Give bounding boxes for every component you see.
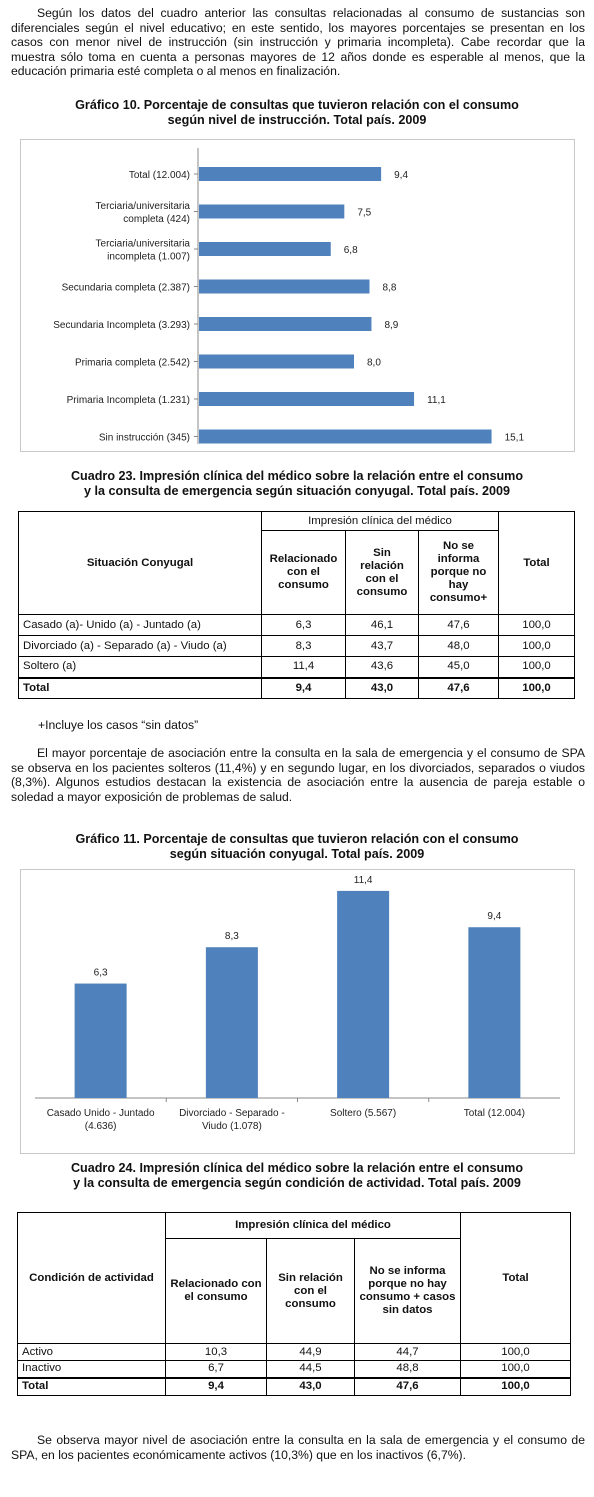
table-row (19, 636, 575, 657)
category-label (330, 1108, 396, 1119)
category-label-line: completa (424) (123, 214, 190, 225)
bar (199, 242, 331, 256)
table-23-footnote: +Incluye los casos “sin datos” (38, 718, 199, 732)
cell: 44,5 (267, 1361, 355, 1378)
table-24-caption (30, 1161, 564, 1191)
row-label: Total (19, 678, 262, 699)
cell: 46,1 (346, 615, 419, 636)
row-label: Total (18, 1378, 166, 1396)
intro-paragraph: Según los datos del cuadro anterior las consultas relacionadas al consumo de sustancias son diferenciales según el nivel educativo; en este sentido, los mayores porcentajes se presentan en los casos con menor nivel de instrucción (sin instrucción y primaria incompleta). Cabe recordar que la muestra sólo toma en cuenta a personas mayores de 12 años donde es esperable al menos, que la educación primaria esté completa o al menos en finalización. (11, 6, 585, 79)
table-24-caption-line2: y la consulta de emergencia según condición de actividad. Total país. 2009 (73, 1176, 521, 1190)
category-label (62, 283, 190, 294)
paragraph-conyugal: El mayor porcentaje de asociación entre la consulta en la sala de emergencia y el consumo de SPA se observa en los pacientes solteros (11,4%) y en segundo lugar, en los divorciados, separados o viudos (8,3%). Algunos estudios destacan la existencia de asociación entre la ausencia de pareja estable o soledad a mayor exposición de problemas de salud. (11, 746, 585, 804)
cell: 100,0 (499, 657, 575, 678)
bar (199, 280, 370, 294)
table-24 (17, 1212, 571, 1396)
cell: 44,9 (267, 1344, 355, 1361)
category-label (179, 1108, 285, 1132)
bar (199, 205, 344, 219)
table-23-col-sin-relacion: Sin relación con el consumo (346, 531, 419, 615)
category-label-line: Secundaria Incompleta (3.293) (53, 320, 190, 331)
cell: 48,8 (355, 1361, 461, 1378)
category-label-line: (4.636) (84, 1121, 117, 1132)
table-23-caption-line1: Cuadro 23. Impresión clínica del médico sobre la relación entre el consumo (70, 469, 524, 483)
cell: 9,4 (262, 678, 346, 699)
cell: 8,3 (262, 636, 346, 657)
table-24-row-header: Condición de actividad (18, 1213, 166, 1344)
row-label: Activo (18, 1344, 166, 1361)
bar (337, 891, 389, 1098)
category-label-line: Divorciado - Separado - (179, 1108, 285, 1119)
table-23-col-no-informa: No se informa porque no hay consumo+ (419, 531, 499, 615)
category-label (47, 1108, 155, 1132)
cell: 43,0 (267, 1378, 355, 1396)
category-label (99, 433, 190, 444)
table-23-col-total: Total (499, 512, 575, 615)
table-total-row (19, 678, 575, 699)
data-label: 9,4 (487, 911, 502, 923)
cell: 11,4 (262, 657, 346, 678)
cell: 48,0 (419, 636, 499, 657)
cell: 43,6 (346, 657, 419, 678)
category-label-line: incompleta (1.007) (107, 251, 190, 263)
data-label: 7,5 (357, 207, 372, 219)
data-label: 11,4 (353, 874, 373, 886)
category-label-line: Soltero (5.567) (330, 1108, 397, 1119)
row-label: Soltero (a) (19, 657, 262, 678)
cell: 100,0 (461, 1344, 571, 1361)
table-23-row-header: Situación Conyugal (19, 512, 262, 615)
table-23 (18, 511, 575, 699)
bar (468, 927, 520, 1098)
row-label: Divorciado (a) - Separado (a) - Viudo (a) (19, 636, 262, 657)
cell: 47,6 (419, 678, 499, 699)
category-label (129, 170, 190, 181)
chart-10 (20, 139, 575, 452)
table-row (19, 657, 575, 678)
chart-11-caption (30, 832, 564, 862)
cell: 43,0 (346, 678, 419, 699)
category-label-line: Terciaria/universitaria (95, 238, 190, 250)
table-24-col-no-informa: No se informa porque no hay consumo + casos sin datos (355, 1239, 461, 1344)
data-label: 8,3 (224, 931, 239, 943)
data-label: 8,0 (367, 357, 381, 369)
table-23-caption (30, 469, 564, 499)
category-label (53, 320, 190, 331)
table-row (19, 615, 575, 636)
cell: 6,7 (166, 1361, 267, 1378)
table-23-caption-line2: y la consulta de emergencia según situación conyugal. Total país. 2009 (84, 484, 510, 498)
category-label (96, 239, 191, 263)
table-row (18, 1344, 571, 1361)
category-label (67, 395, 190, 406)
data-label: 9,4 (394, 170, 409, 181)
chart-10-caption (30, 98, 564, 128)
cell: 6,3 (262, 615, 346, 636)
data-label: 8,9 (384, 320, 399, 331)
category-label (464, 1108, 525, 1119)
data-label: 8,8 (382, 282, 397, 294)
bar (199, 430, 492, 444)
chart-11-caption-line1: Gráfico 11. Porcentaje de consultas que tuvieron relación con el consumo (75, 832, 519, 846)
bar (199, 355, 354, 369)
category-label-line: Primaria completa (2.542) (74, 357, 190, 369)
table-23-col-relacionado: Relacionado con el consumo (262, 531, 346, 615)
category-label-line: Total (12.004) (463, 1108, 525, 1119)
bar (199, 392, 414, 406)
cell: 43,7 (346, 636, 419, 657)
category-label-line: Viudo (1.078) (201, 1121, 262, 1132)
category-label-line: Total (12.004) (128, 170, 190, 181)
cell: 47,6 (355, 1378, 461, 1396)
paragraph-actividad: Se observa mayor nivel de asociación entre la consulta en la sala de emergencia y el consumo de SPA, en los pacientes económicamente activos (10,3%) que en los inactivos (6,7%). (11, 1433, 585, 1462)
table-23-group-header: Impresión clínica del médico (262, 512, 499, 531)
data-label: 6,8 (343, 245, 358, 256)
table-total-row (18, 1378, 571, 1396)
cell: 100,0 (461, 1378, 571, 1396)
bar (199, 167, 381, 181)
row-label: Casado (a)- Unido (a) - Juntado (a) (19, 615, 262, 636)
table-24-caption-line1: Cuadro 24. Impresión clínica del médico sobre la relación entre el consumo (70, 1161, 524, 1175)
data-label: 11,1 (427, 395, 446, 406)
category-label (75, 358, 190, 369)
table-24-col-sin-relacion: Sin relación con el consumo (267, 1239, 355, 1344)
chart-11-caption-line2: según situación conyugal. Total país. 2009 (169, 847, 425, 861)
row-label: Inactivo (18, 1361, 166, 1378)
data-label: 15,1 (504, 432, 525, 444)
category-label-line: Sin instrucción (345) (98, 432, 190, 444)
chart-10-caption-line2: según nivel de instrucción. Total país. 2009 (167, 113, 427, 127)
table-24-group-header: Impresión clínica del médico (166, 1213, 461, 1239)
chart-10-caption-line1: Gráfico 10. Porcentaje de consultas que tuvieron relación con el consumo (75, 98, 519, 112)
table-24-col-relacionado: Relacionado con el consumo (166, 1239, 267, 1344)
cell: 45,0 (419, 657, 499, 678)
category-label-line: Terciaria/universitaria (95, 201, 190, 212)
cell: 100,0 (499, 636, 575, 657)
category-label-line: Casado Unido - Juntado (46, 1108, 155, 1119)
cell: 44,7 (355, 1344, 461, 1361)
category-label-line: Secundaria completa (2.387) (61, 282, 190, 294)
category-label-line: Primaria Incompleta (1.231) (66, 395, 190, 406)
bar (206, 947, 258, 1098)
chart-10-svg (21, 140, 574, 451)
cell: 47,6 (419, 615, 499, 636)
cell: 10,3 (166, 1344, 267, 1361)
data-label: 6,3 (93, 967, 108, 979)
chart-11-svg (21, 870, 574, 1153)
bar (75, 984, 127, 1098)
cell: 9,4 (166, 1378, 267, 1396)
cell: 100,0 (461, 1361, 571, 1378)
category-label (96, 201, 191, 225)
cell: 100,0 (499, 615, 575, 636)
table-24-col-total: Total (461, 1213, 571, 1344)
chart-11 (20, 869, 575, 1154)
bar (199, 317, 371, 331)
cell: 100,0 (499, 678, 575, 699)
table-row (18, 1361, 571, 1378)
